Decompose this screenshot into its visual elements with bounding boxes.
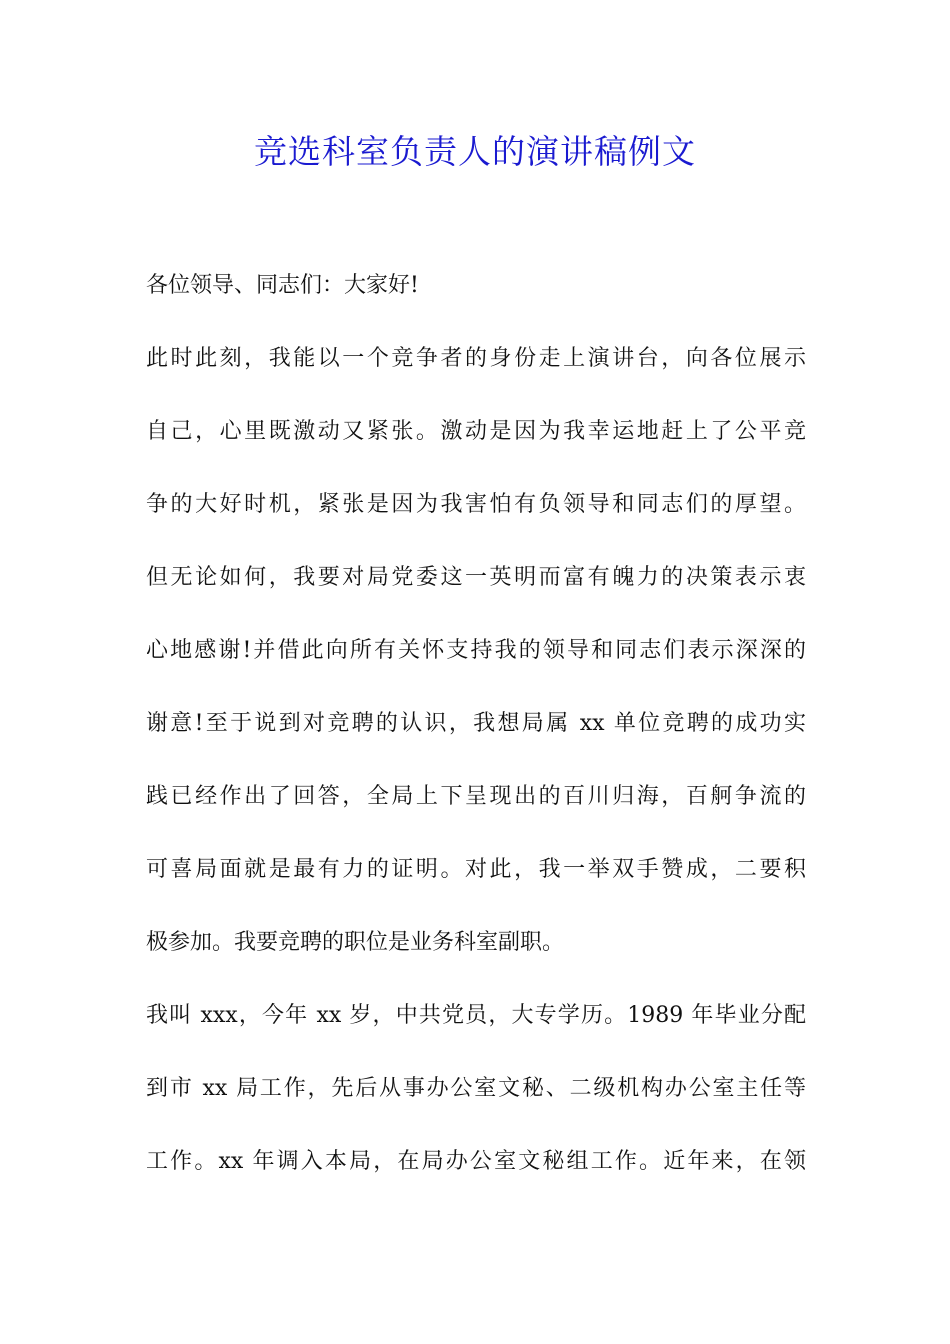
greeting-line: 各位领导、同志们：大家好! bbox=[146, 273, 419, 298]
document-body bbox=[146, 268, 806, 1217]
paragraph-line: 可喜局面就是最有力的证明。对此，我一举双手赞成，二要积 bbox=[146, 857, 806, 882]
paragraph-line: 我叫 xxx，今年 xx 岁，中共党员，大专学历。1989 年毕业分配 bbox=[146, 1003, 806, 1028]
paragraph-line: 工作。xx 年调入本局，在局办公室文秘组工作。近年来，在领 bbox=[146, 1149, 806, 1174]
paragraph-line: 此时此刻，我能以一个竞争者的身份走上演讲台，向各位展示 bbox=[146, 346, 806, 371]
paragraph-line: 到市 xx 局工作，先后从事办公室文秘、二级机构办公室主任等 bbox=[146, 1076, 806, 1101]
paragraph-line: 但无论如何，我要对局党委这一英明而富有魄力的决策表示衷 bbox=[146, 565, 806, 590]
paragraph-line: 心地感谢!并借此向所有关怀支持我的领导和同志们表示深深的 bbox=[146, 638, 806, 663]
paragraph-line: 争的大好时机，紧张是因为我害怕有负领导和同志们的厚望。 bbox=[146, 492, 806, 517]
paragraph-line: 践已经作出了回答，全局上下呈现出的百川归海，百舸争流的 bbox=[146, 784, 806, 809]
paragraph-line: 自己，心里既激动又紧张。激动是因为我幸运地赶上了公平竞 bbox=[146, 419, 806, 444]
document-title: 竞选科室负责人的演讲稿例文 bbox=[254, 132, 696, 171]
paragraph-line: 谢意!至于说到对竞聘的认识，我想局属 xx 单位竞聘的成功实 bbox=[146, 711, 806, 736]
paragraph-line: 极参加。我要竞聘的职位是业务科室副职。 bbox=[146, 930, 565, 955]
